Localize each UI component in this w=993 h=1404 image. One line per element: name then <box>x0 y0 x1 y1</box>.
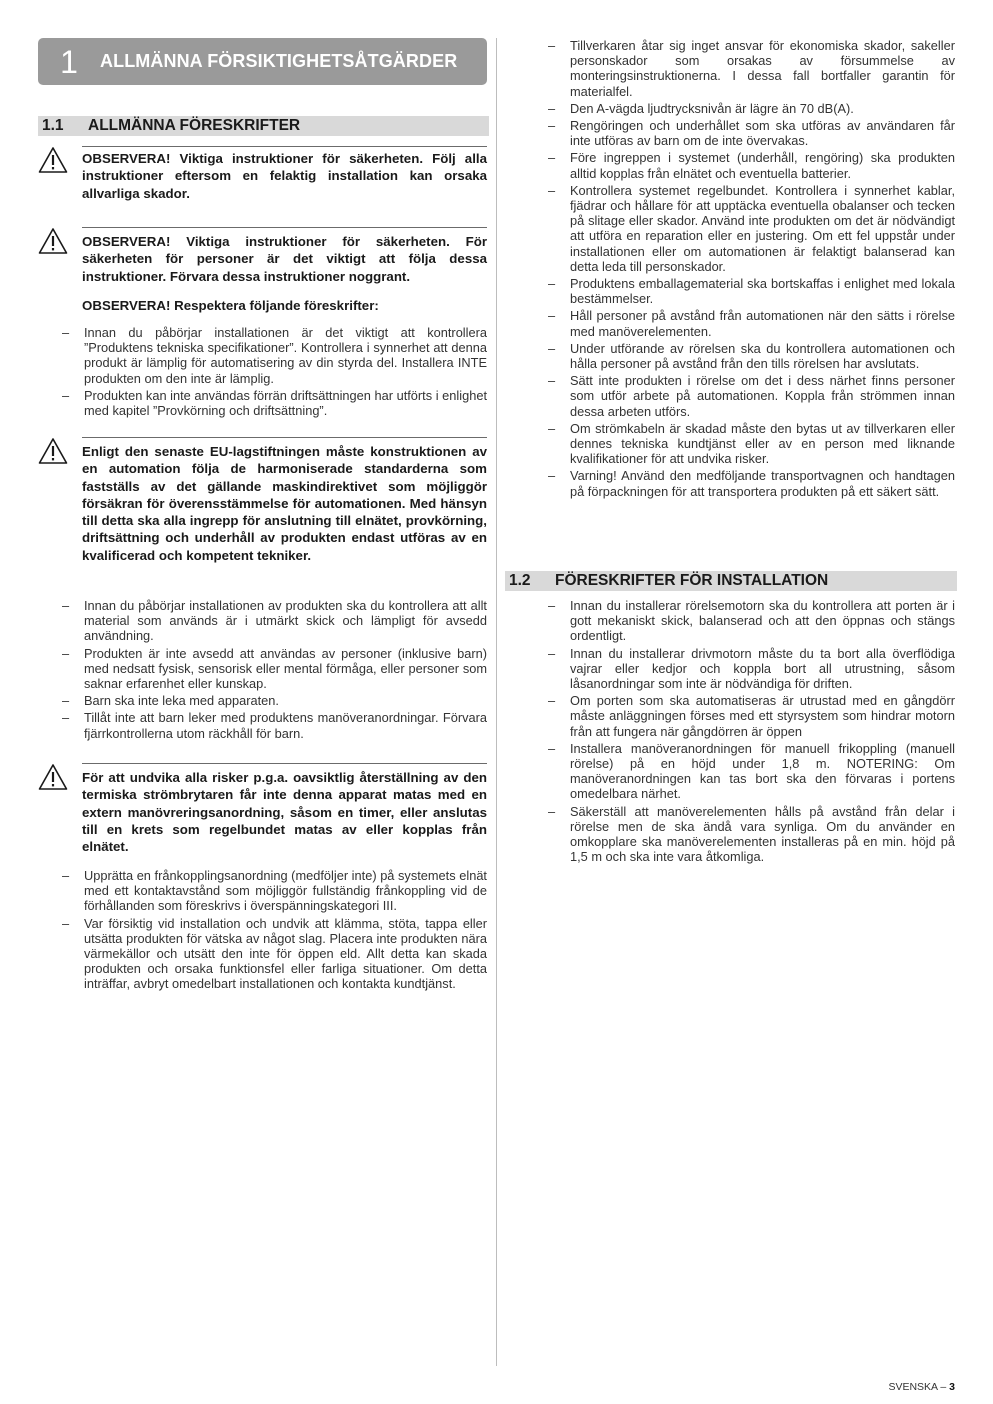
warning-triangle-icon <box>38 437 68 465</box>
list-item: – Tillåt inte att barn leker med produktens manöveranordningar. Förvara fjärrkontrollerna utom räckhåll för barn. <box>60 710 487 740</box>
warning-text: OBSERVERA! Viktiga instruktioner för säkerheten. För säkerheten för personer är det viktigt att följa dessa instruktioner. Förvara dessa instruktioner noggrant. <box>82 227 487 285</box>
list-item: – Före ingreppen i systemet (underhåll, rengöring) ska produkten alltid kopplas från elnätet och eventuella batterier. <box>546 150 955 180</box>
list-item: – Håll personer på avstånd från automationen när den sätts i rörelse med manöverelementen. <box>546 308 955 338</box>
page-footer <box>888 1381 955 1393</box>
section-title: ALLMÄNNA FÖRESKRIFTER <box>88 117 301 134</box>
list-item: – Varning! Använd den medföljande transportvagnen och handtagen på förpackningen för att transportera produkten på ett säkert sätt. <box>546 468 955 498</box>
chapter-title: ALLMÄNNA FÖRSIKTIGHETSÅTGÄRDER <box>100 51 458 71</box>
page-number: 3 <box>949 1381 955 1393</box>
list-item: – Den A-vägda ljudtrycksnivån är lägre än 70 dB(A). <box>546 101 955 116</box>
rules-list-c <box>60 868 487 994</box>
warning-triangle-icon <box>38 227 68 255</box>
chapter-header <box>38 38 487 85</box>
list-item: – Innan du påbörjar installationen av produkten ska du kontrollera att allt material som används är i utmärkt skick och lämpligt för avsedd användning. <box>60 598 487 644</box>
section-title: FÖRESKRIFTER FÖR INSTALLATION <box>555 572 829 589</box>
warning-triangle-icon <box>38 763 68 791</box>
warning-text: OBSERVERA! Viktiga instruktioner för säkerheten. Följ alla instruktioner eftersom en felaktig installation kan orsaka allvarliga skador. <box>82 146 487 202</box>
section-number: 1.1 <box>42 117 64 134</box>
installation-list <box>546 598 955 866</box>
list-item: – Kontrollera systemet regelbundet. Kontrollera i synnerhet kablar, fjädrar och hållare för att upptäcka eventuella obalanser och tecken på slitage eller skador. Använd inte produkten om det är nödvändigt att utföra en reparation eller en justering. Om ett fel uppstår under installationen eller om automationen är felaktigt balanserad kan detta leda till personskador. <box>546 183 955 274</box>
list-item: – Innan du installerar rörelsemotorn ska du kontrollera att porten är i gott mekaniskt skick, balanserad och att den öppnas och stängs ordentligt. <box>546 598 955 644</box>
chapter-number: 1 <box>60 43 78 80</box>
list-item: – Säkerställ att manöverelementen hålls på avstånd från delar i rörelse men de ska ändå vara synliga. Om du använder en omkopplare ska manöverelementen installeras på en min. höjd på 1,5 m och ska inte vara åtkomliga. <box>546 804 955 865</box>
warning-text: För att undvika alla risker p.g.a. oavsiktlig återställning av den termiska strömbrytaren får inte denna apparat matas med en extern manövreringsanordning, såsom en timer, eller anslutas till en krets som regelbundet matas av eller kopplas från elnätet. <box>82 763 487 855</box>
list-item: – Barn ska inte leka med apparaten. <box>60 693 487 708</box>
section-number: 1.2 <box>509 572 531 589</box>
rules-list-d <box>546 38 955 501</box>
warning-block-1 <box>38 146 487 202</box>
rules-intro: OBSERVERA! Respektera följande föreskrifter: <box>82 298 379 313</box>
list-item: – Produktens emballagematerial ska bortskaffas i enlighet med lokala bestämmelser. <box>546 276 955 306</box>
rules-list-b <box>60 598 487 743</box>
footer-language: SVENSKA – <box>888 1381 950 1393</box>
list-item: – Produkten är inte avsedd att användas av personer (inklusive barn) med nedsatt fysisk, sensorisk eller mental förmåga, eller personer som saknar erfarenhet eller kunskap. <box>60 646 487 692</box>
warning-block-4 <box>38 763 487 855</box>
list-item: – Under utförande av rörelsen ska du kontrollera automationen och hålla personer på avstånd från den tills rörelsen har avslutats. <box>546 341 955 371</box>
list-item: – Var försiktig vid installation och undvik att klämma, stöta, tappa eller utsätta produkten för vätska av något slag. Placera inte produkten nära värmekällor och utsätt den inte för öppen eld. Allt detta kan skada produkten och orsaka funktionsfel eller farliga situationer. Om detta inträffar, avbryt omedelbart installationen och kontakta kundtjänst. <box>60 916 487 992</box>
list-item: – Rengöringen och underhållet som ska utföras av användaren får inte utföras av barn om de inte övervakas. <box>546 118 955 148</box>
warning-block-2 <box>38 227 487 285</box>
warning-block-3 <box>38 437 487 564</box>
list-item: – Installera manöveranordningen för manuell frikoppling (manuell rörelse) på en höjd under 1,8 m. NOTERING: Om manöveranordningen kan tas bort ska den förvaras i portens omedelbara närhet. <box>546 741 955 802</box>
column-divider <box>496 38 497 1366</box>
section-heading-1-2 <box>505 571 957 591</box>
list-item: – Sätt inte produkten i rörelse om det i dess närhet finns personer som utför arbete på automationen. Koppla från strömmen innan dessa arbeten utförs. <box>546 373 955 419</box>
warning-triangle-icon <box>38 146 68 174</box>
list-item: – Upprätta en frånkopplingsanordning (medföljer inte) på systemets elnät med ett kontaktavstånd som möjliggör fullständig frånkoppling vid de förhållanden som föreskrivs i överspänningskategori III. <box>60 868 487 914</box>
rules-list-a <box>60 325 487 420</box>
list-item: – Innan du påbörjar installationen är det viktigt att kontrollera ”Produktens tekniska specifikationer”. Kontrollera i synnerhet att denna produkt är lämplig för automatisering av din styrda del. Installera INTE produkten om den inte är lämplig. <box>60 325 487 386</box>
section-heading-1-1 <box>38 116 489 136</box>
list-item: – Produkten kan inte användas förrän driftsättningen har utförts i enlighet med kapitel ”Provkörning och driftsättning”. <box>60 388 487 418</box>
list-item: – Tillverkaren åtar sig inget ansvar för ekonomiska skador, sakeller personskador som orsakas av försummelse av monteringsinstruktionerna. I dessa fall bortfaller garantin för materialfel. <box>546 38 955 99</box>
list-item: – Om porten som ska automatiseras är utrustad med en gångdörr måste anläggningen förses med ett styrsystem som hindrar motorn från att fungera när gångdörren är öppen <box>546 693 955 739</box>
warning-text: Enligt den senaste EU-lagstiftningen måste konstruktionen av en automation följa de harmoniserade standarderna som fastställs av det gällande maskindirektivet som möjliggör försäkran för överensstämmelse för automationen. Med hänsyn till detta ska alla ingrepp för anslutning till elnätet, provkörning, driftsättning och underhåll av produkten endast utföras av en kvalificerad och kompetent tekniker. <box>82 437 487 564</box>
list-item: – Om strömkabeln är skadad måste den bytas ut av tillverkaren eller dennes tekniska kundtjänst eller av en person med liknande kvalifikationer för att undvika risker. <box>546 421 955 467</box>
list-item: – Innan du installerar drivmotorn måste du ta bort alla överflödiga vajrar eller kedjor och koppla bort all utrustning, såsom låsanordningar som inte är nödvändiga för driften. <box>546 646 955 692</box>
